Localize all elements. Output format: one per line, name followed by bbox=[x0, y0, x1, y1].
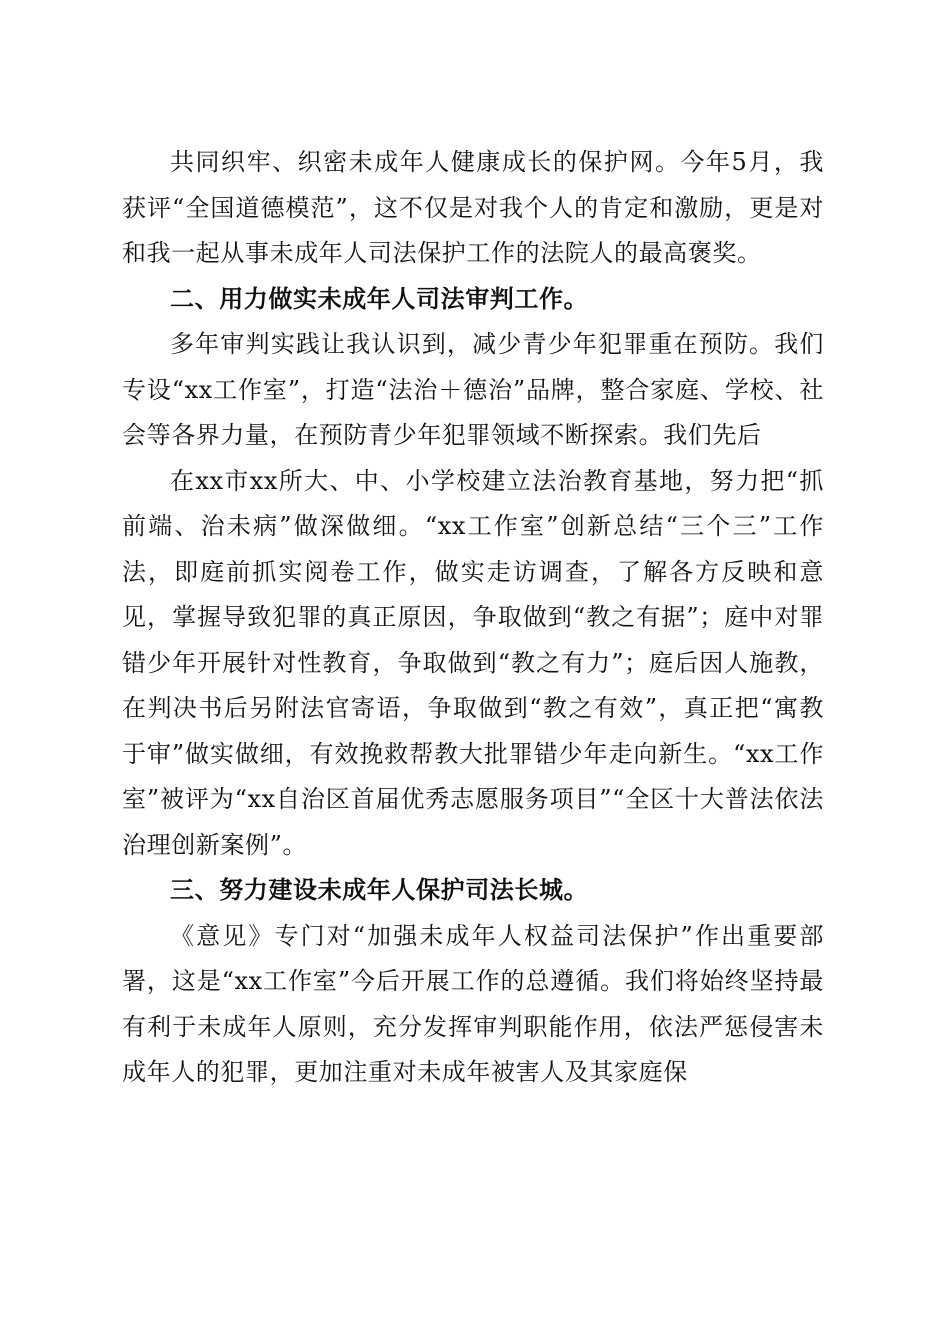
section-heading-2: 二、用力做实未成年人司法审判工作。 bbox=[170, 284, 589, 313]
paragraph-education-base: 在xx市xx所大、中、小学校建立法治教育基地，努力把“抓前端、治未病”做深做细。“xx工作室”创新总结“三个三”工作法，即庭前抓实阅卷工作，做实走访调查，了解各方反映和意见，掌握导致犯罪的真正原因，争取做到“教之有据”；庭中对罪错少年开展针对性教育，争取做到“教之有力”；庭后因人施教，在判决书后另附法官寄语，争取做到“教之有效”，真正把“寓教于审”做实做细，有效挽救帮教大批罪错少年走向新生。“xx工作室”被评为“xx自治区首届优秀志愿服务项目”“全区十大普法依法治理创新案例”。 bbox=[122, 466, 824, 859]
paragraph-protection-net: 共同织牢、织密未成年人健康成长的保护网。今年5月，我获评“全国道德模范”，这不仅是对我个人的肯定和激励，更是对和我一起从事未成年人司法保护工作的法院人的最高褒奖。 bbox=[122, 148, 824, 267]
document-page bbox=[122, 140, 824, 1096]
paragraph-opinion: 《意见》专门对“加强未成年人权益司法保护”作出重要部署，这是“xx工作室”今后开展工作的总遵循。我们将始终坚持最有利于未成年人原则，充分发挥审判职能作用，依法严惩侵害未成年人的犯罪，更加注重对未成年被害人及其家庭保 bbox=[122, 921, 824, 1086]
paragraph-prevention: 多年审判实践让我认识到，减少青少年犯罪重在预防。我们专设“xx工作室”，打造“法治＋德治”品牌，整合家庭、学校、社会等各界力量，在预防青少年犯罪领域不断探索。我们先后 bbox=[122, 330, 824, 449]
section-heading-3: 三、努力建设未成年人保护司法长城。 bbox=[170, 876, 589, 904]
